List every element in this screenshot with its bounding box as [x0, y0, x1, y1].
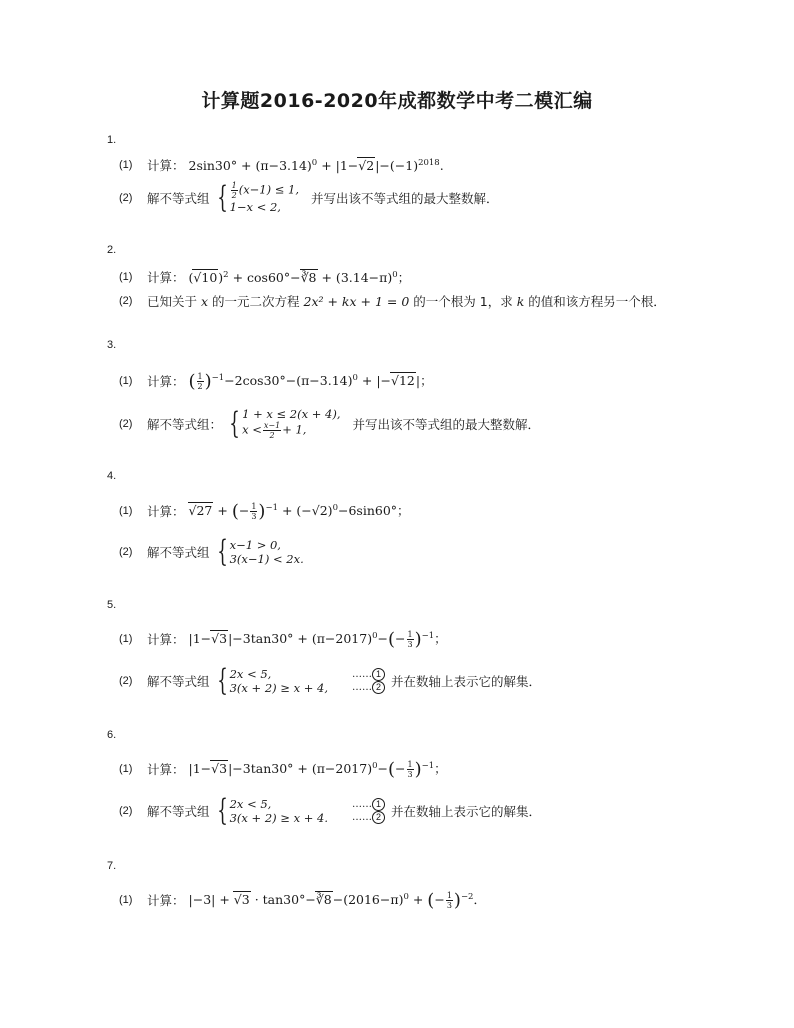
- sub-question: [119, 407, 540, 440]
- question-number: 2.: [107, 244, 117, 256]
- question-number: 4.: [107, 470, 117, 482]
- inequality-label: 解不等式组: [147, 804, 210, 819]
- math-expression: $(√10)^2$ + cos60°−∛8 + $(3.14-\pi)^0$；: [188, 270, 411, 285]
- sub-number: (2): [119, 417, 133, 430]
- question-number: 7.: [107, 860, 117, 872]
- brace-icon: {: [216, 663, 228, 698]
- math-expression: √27 + (− $\frac{1}{3}$ )$^{-1} + (-√2)^0-6\sin 60^\circ$；: [188, 501, 410, 522]
- sub-number: (2): [119, 546, 133, 558]
- sub-number: (2): [119, 191, 133, 204]
- sub-question: [119, 629, 447, 649]
- sub-number: (1): [119, 894, 133, 906]
- inequality-system: { 2x < 5, 3(x + 2) ≥ x + 4.: [216, 793, 328, 828]
- circle-two-icon: 2: [372, 811, 385, 824]
- circle-one-icon: 1: [372, 798, 385, 811]
- brace-icon: {: [216, 793, 228, 828]
- sub-question: [119, 534, 304, 569]
- calc-label: 计算：: [147, 504, 185, 519]
- math-expression: $|-3| + √3 \cdot \tan 30^\circ-∛8-(2016-\pi)^0$ + (− $\frac{1}{3}$ )$^{-2}$．: [188, 890, 486, 911]
- calc-label: 计算：: [147, 762, 185, 777]
- sub-number: (2): [119, 805, 133, 817]
- sub-question: [119, 759, 447, 779]
- inequality-label: 解不等式组: [147, 190, 210, 206]
- sub-question: [119, 268, 410, 286]
- instruction-text: 并在数轴上表示它的解集．: [391, 804, 542, 819]
- sub-question: [119, 793, 542, 828]
- math-expression: $|1-√3|-3\tan 30^\circ + (\pi-2017)^0-(-$ $\frac{1}{3}$ )$^{-1}$；: [188, 629, 447, 650]
- math-expression: ( $\frac{1}{2}$ )$^{-1}-2\cos 30^\circ-(\pi-3.14)^0 + |-√12|$；: [188, 371, 433, 392]
- inequality-system: { 2x < 5, 3(x + 2) ≥ x + 4,: [216, 663, 328, 698]
- inequality-label: 解不等式组：: [147, 416, 223, 432]
- sub-number: (1): [119, 159, 133, 171]
- math-expression: $2\sin 30^\circ + (\pi-3.14)^0 + |1-√2|-(-1)^{2018}$.: [188, 157, 444, 173]
- calc-label: 计算：: [147, 158, 185, 173]
- calc-label: 计算：: [147, 632, 185, 647]
- sub-question: [119, 371, 433, 391]
- inequality-system: { $\frac{1}{2}$ (x−1) ≤ 1, 1−x < 2,: [216, 179, 300, 215]
- question-number: 6.: [107, 729, 117, 741]
- inequality-system: { x−1 > 0, 3(x−1) < 2x.: [216, 534, 304, 569]
- sub-number: (1): [119, 763, 133, 775]
- brace-icon: {: [216, 179, 228, 215]
- sub-question: [119, 292, 666, 310]
- instruction-text: 并写出该不等式组的最大整数解．: [352, 416, 541, 432]
- question-number: 3.: [107, 339, 117, 351]
- equation-markers: …… 1 …… 2: [352, 668, 385, 694]
- inequality-label: 解不等式组: [147, 545, 210, 560]
- page-title: 计算题2016-2020年成都数学中考二模汇编: [201, 90, 593, 112]
- sub-question: [119, 181, 499, 214]
- sub-question: [119, 663, 542, 698]
- question-number: 1.: [107, 134, 117, 146]
- brace-icon: {: [229, 405, 240, 441]
- sub-number: (2): [119, 295, 133, 307]
- instruction-text: 并写出该不等式组的最大整数解．: [311, 190, 499, 206]
- question-number: 5.: [107, 599, 117, 611]
- circle-two-icon: 2: [372, 681, 385, 694]
- calc-label: 计算：: [147, 374, 185, 389]
- sub-number: (1): [119, 271, 133, 283]
- sub-question: [119, 501, 410, 521]
- brace-icon: {: [216, 534, 228, 569]
- calc-label: 计算：: [147, 893, 185, 908]
- circle-one-icon: 1: [372, 668, 385, 681]
- inequality-label: 解不等式组: [147, 674, 210, 689]
- sub-number: (1): [119, 375, 133, 387]
- sub-number: (1): [119, 633, 133, 645]
- calc-label: 计算：: [147, 270, 185, 285]
- sub-question: [119, 156, 444, 174]
- math-expression: $|1-√3|-3\tan 30^\circ + (\pi-2017)^0-(-$ $\frac{1}{3}$ )$^{-1}$；: [188, 759, 447, 780]
- inequality-system: { 1 + x ≤ 2(x + 4), x < $\frac{x-1}{2}$ + 1,: [229, 405, 341, 441]
- equation-markers: …… 1 …… 2: [352, 798, 385, 824]
- question-text: 已知关于 x 的一元二次方程 2x² + kx + 1 = 0 的一个根为 1，求 k 的值和该方程另一个根．: [147, 294, 666, 309]
- sub-number: (1): [119, 505, 133, 517]
- instruction-text: 并在数轴上表示它的解集．: [391, 674, 542, 689]
- sub-question: [119, 890, 486, 910]
- sub-number: (2): [119, 675, 133, 687]
